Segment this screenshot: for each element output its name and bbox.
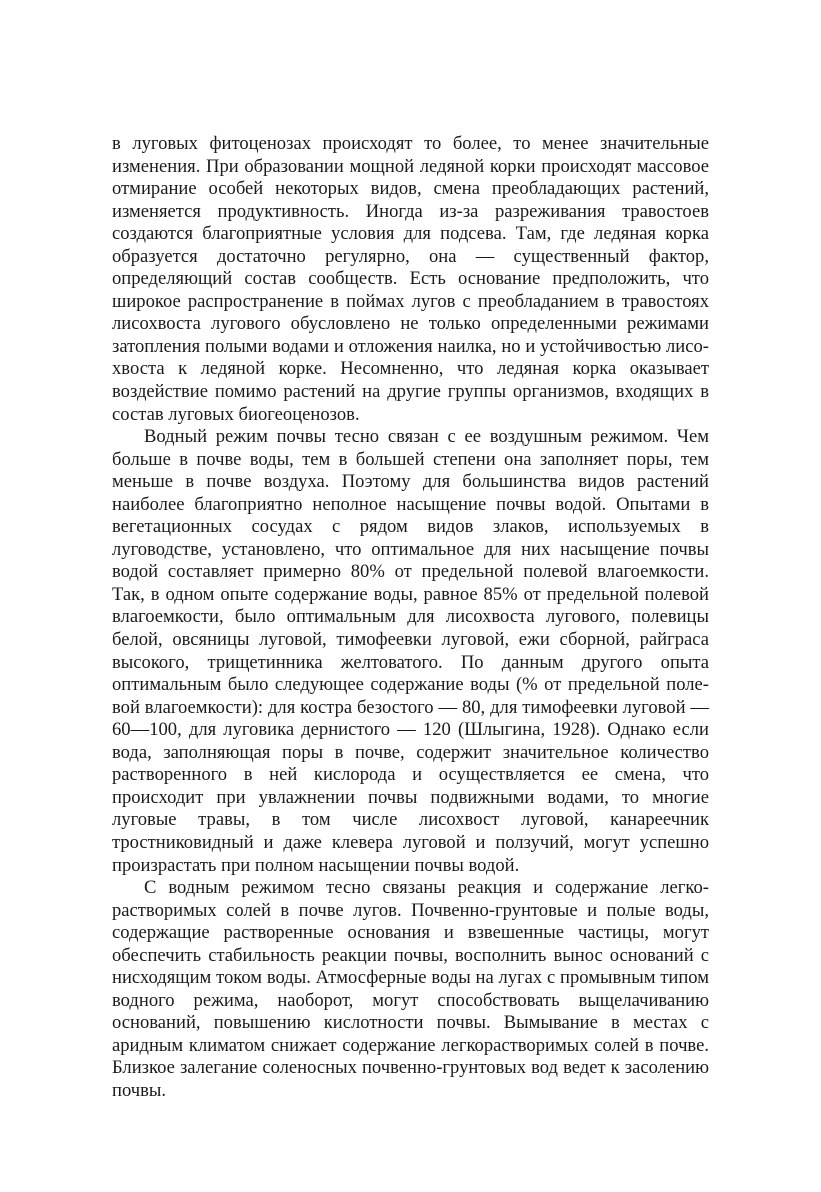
paragraph-3: С водным режимом тесно связаны реакция и содержание легкорастворимых солей в почве лугов. Почвенно-грунтовые и полые воды, содержащие растворенные основания и взвешенные частицы, могут обеспечить стабильность реакции почвы, восполнить вынос оснований с нисходящим током воды. Атмосферные воды на лугах с промывным типом водного режима, наоборот, могут способствовать выщелачиванию оснований, повышению кислотности почвы. Вымывание в местах с аридным климатом снижает содержание легкорастворимых солей в почве. Близкое залегание соленосных почвенно-грунтовых вод ведет к засолению почвы. bbox=[112, 877, 709, 1101]
paragraph-1: в луговых фитоценозах происходят то более, то менее значительные изменения. При образовании мощной ледяной корки происходят массовое отмирание особей некоторых видов, смена преобладающих растений, изменяется продуктивность. Иногда из-за разреживания травостоев создаются благоприятные условия для подсева. Там, где ледяная корка образуется достаточно регулярно, она — существенный фактор, определяющий состав сообществ. Есть основание предположить, что широкое распространение в поймах лугов с преобладанием в травостоях лисохвоста лугового обусловлено не только определенными режимами затопления полыми водами и отложения наилка, но и устойчивостью лисохвоста к ледяной корке. Несомненно, что ледяная корка оказывает воздействие помимо растений на другие группы организмов, входящих в состав луговых биогеоценозов. bbox=[112, 133, 709, 425]
paragraph-2: Водный режим почвы тесно связан с ее воздушным режимом. Чем больше в почве воды, тем в большей степени она заполняет поры, тем меньше в почве воздуха. Поэтому для большинства видов растений наиболее благоприятно неполное насыщение почвы водой. Опытами в вегетационных сосудах с рядом видов злаков, используемых в луговодстве, установлено, что оптимальное для них насыщение почвы водой составляет примерно 80% от предельной полевой влагоемкости. Так, в одном опыте содержание воды, равное 85% от предельной полевой влагоемкости, было оптимальным для лисохвоста лугового, полевицы белой, овсяницы луговой, тимофеевки луговой, ежи сборной, райграса высокого, трищетинника желтоватого. По данным другого опыта оптимальным было следующее содержание воды (% от предельной полевой влагоемкости): для костра безостого — 80, для тимофеевки луговой — 60—100, для луговика дернистого — 120 (Шлыгина, 1928). Однако если вода, заполняющая поры в почве, содержит значительное количество растворенного в ней кислорода и осуществляется ее смена, что происходит при увлажнении почвы подвижными водами, то многие луговые травы, в том числе лисохвост луговой, канареечник тростниковидный и даже клевера луговой и ползучий, могут успешно произрастать при полном насыщении почвы водой. bbox=[112, 426, 709, 876]
page-body bbox=[112, 133, 709, 1103]
